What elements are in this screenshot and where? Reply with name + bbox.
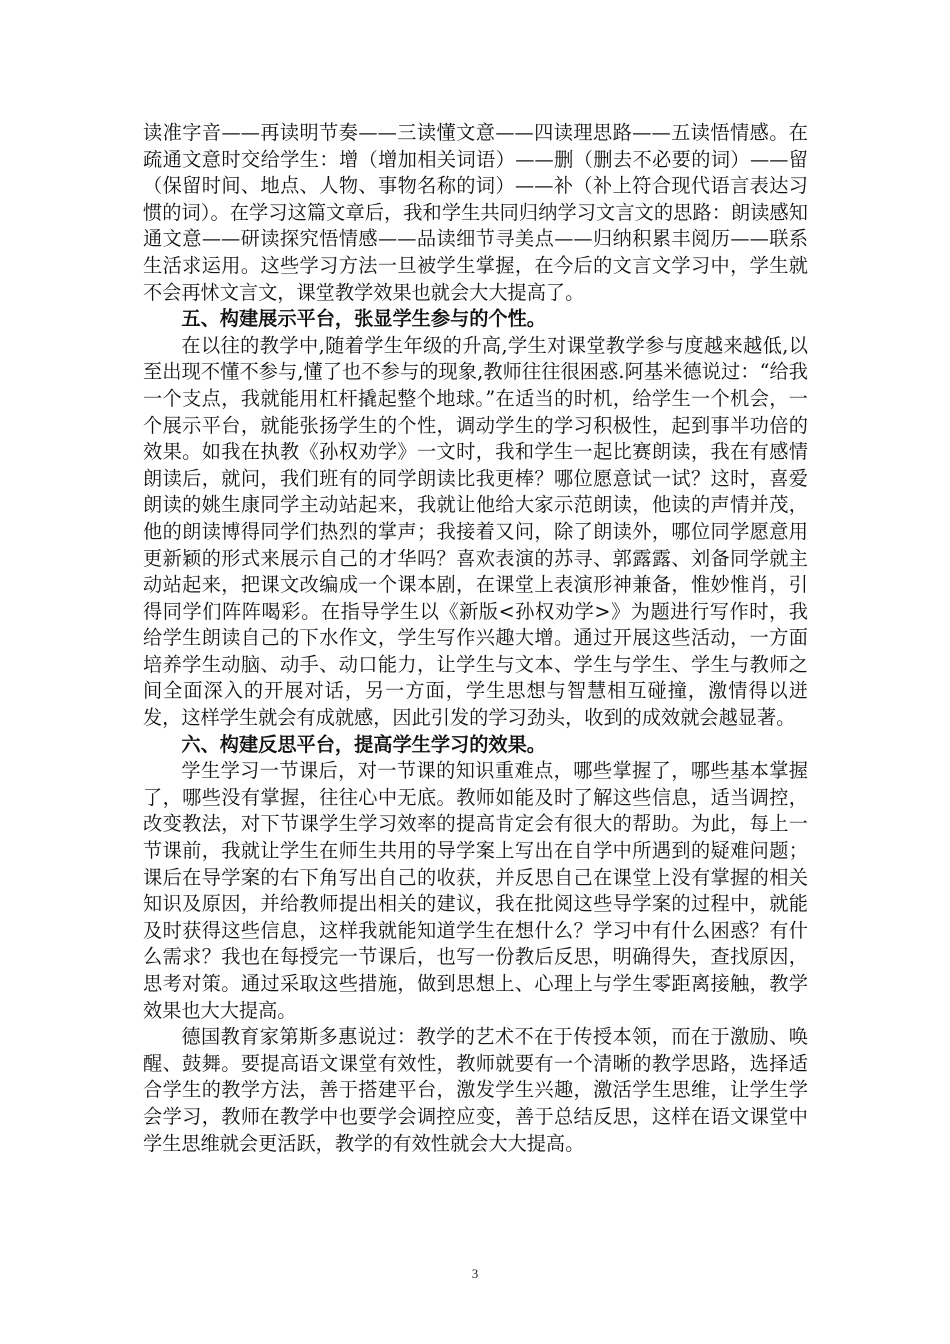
section-heading-6: 六、构建反思平台，提高学生学习的效果。 bbox=[181, 732, 546, 756]
page-number: 3 bbox=[471, 1266, 479, 1281]
section-heading-5: 五、构建展示平台，张显学生参与的个性。 bbox=[181, 307, 546, 331]
paragraph-reflection-platform: 学生学习一节课后，对一节课的知识重难点，哪些掌握了，哪些基本掌握了，哪些没有掌握，往往心中无底。教师如能及时了解这些信息，适当调控，改变教法，对下节课学生学习效率的提高肯定会有很大的帮助。为此，每上一节课前，我就让学生在师生共用的导学案上写出在自学中所遇到的疑难问题；课后在导学案的右下角写出自己的收获，并反思自己在课堂上没有掌握的相关知识及原因，并给教师提出相关的建议，我在批阅这些导学案的过程中，就能及时获得这些信息，这样我就能知道学生在想什么？学习中有什么困惑？有什么需求？我也在每授完一节课后，也写一份教后反思，明确得失，查找原因，思考对策。通过采取这些措施，做到思想上、心理上与学生零距离接触，教学效果也大大提高。 bbox=[143, 759, 808, 1022]
paragraph-conclusion: 德国教育家第斯多惠说过：教学的艺术不在于传授本领，而在于激励、唤醒、鼓舞。要提高语文课堂有效性，教师就要有一个清晰的教学思路，选择适合学生的教学方法，善于搭建平台，激发学生兴趣，激活学生思维，让学生学会学习，教师在教学中也要学会调控应变，善于总结反思，这样在语文课堂中学生思维就会更活跃，教学的有效性就会大大提高。 bbox=[143, 1025, 808, 1155]
paragraph-continuation: 读准字音——再读明节奏——三读懂文意——四读理思路——五读悟情感。在疏通文意时交给学生：增（增加相关词语）——删（删去不必要的词）——留（保留时间、地点、人物、事物名称的词）——补（补上符合现代语言表达习惯的词）。在学习这篇文章后，我和学生共同归纳学习文言文的思路：朗读感知通文意——研读探究悟情感——品读细节寻美点——归纳积累丰阅历——联系生活求运用。这些学习方法一旦被学生掌握，在今后的文言文学习中，学生就不会再怵文言文，课堂教学效果也就会大大提高了。 bbox=[143, 121, 808, 304]
paragraph-display-platform: 在以往的教学中,随着学生年级的升高,学生对课堂教学参与度越来越低,以至出现不懂不参与,懂了也不参与的现象,教师往往很困惑.阿基米德说过：“给我一个支点，我就能用杠杆撬起整个地球。”在适当的时机，给学生一个机会，一个展示平台，就能张扬学生的个性，调动学生的学习积极性，起到事半功倍的效果。如我在执教《孙权劝学》一文时，我和学生一起比赛朗读，我在有感情朗读后，就问，我们班有的同学朗读比我更棒？哪位愿意试一试？这时，喜爱朗读的姚生康同学主动站起来，我就让他给大家示范朗读，他读的声情并茂，他的朗读博得同学们热烈的掌声；我接着又问，除了朗读外，哪位同学愿意用更新颖的形式来展示自己的才华吗？喜欢表演的苏寻、郭露露、刘备同学就主动站起来，把课文改编成一个课本剧，在课堂上表演形神兼备，惟妙惟肖，引得同学们阵阵喝彩。在指导学生以《新版<孙权劝学>》为题进行写作时，我给学生朗读自己的下水作文，学生写作兴趣大增。通过开展这些活动，一方面培养学生动脑、动手、动口能力，让学生与文本、学生与学生、学生与教师之间全面深入的开展对话，另一方面，学生思想与智慧相互碰撞，激情得以迸发，这样学生就会有成就感，因此引发的学习劲头，收到的成效就会越显著。 bbox=[143, 333, 808, 730]
page-body bbox=[143, 120, 808, 1157]
